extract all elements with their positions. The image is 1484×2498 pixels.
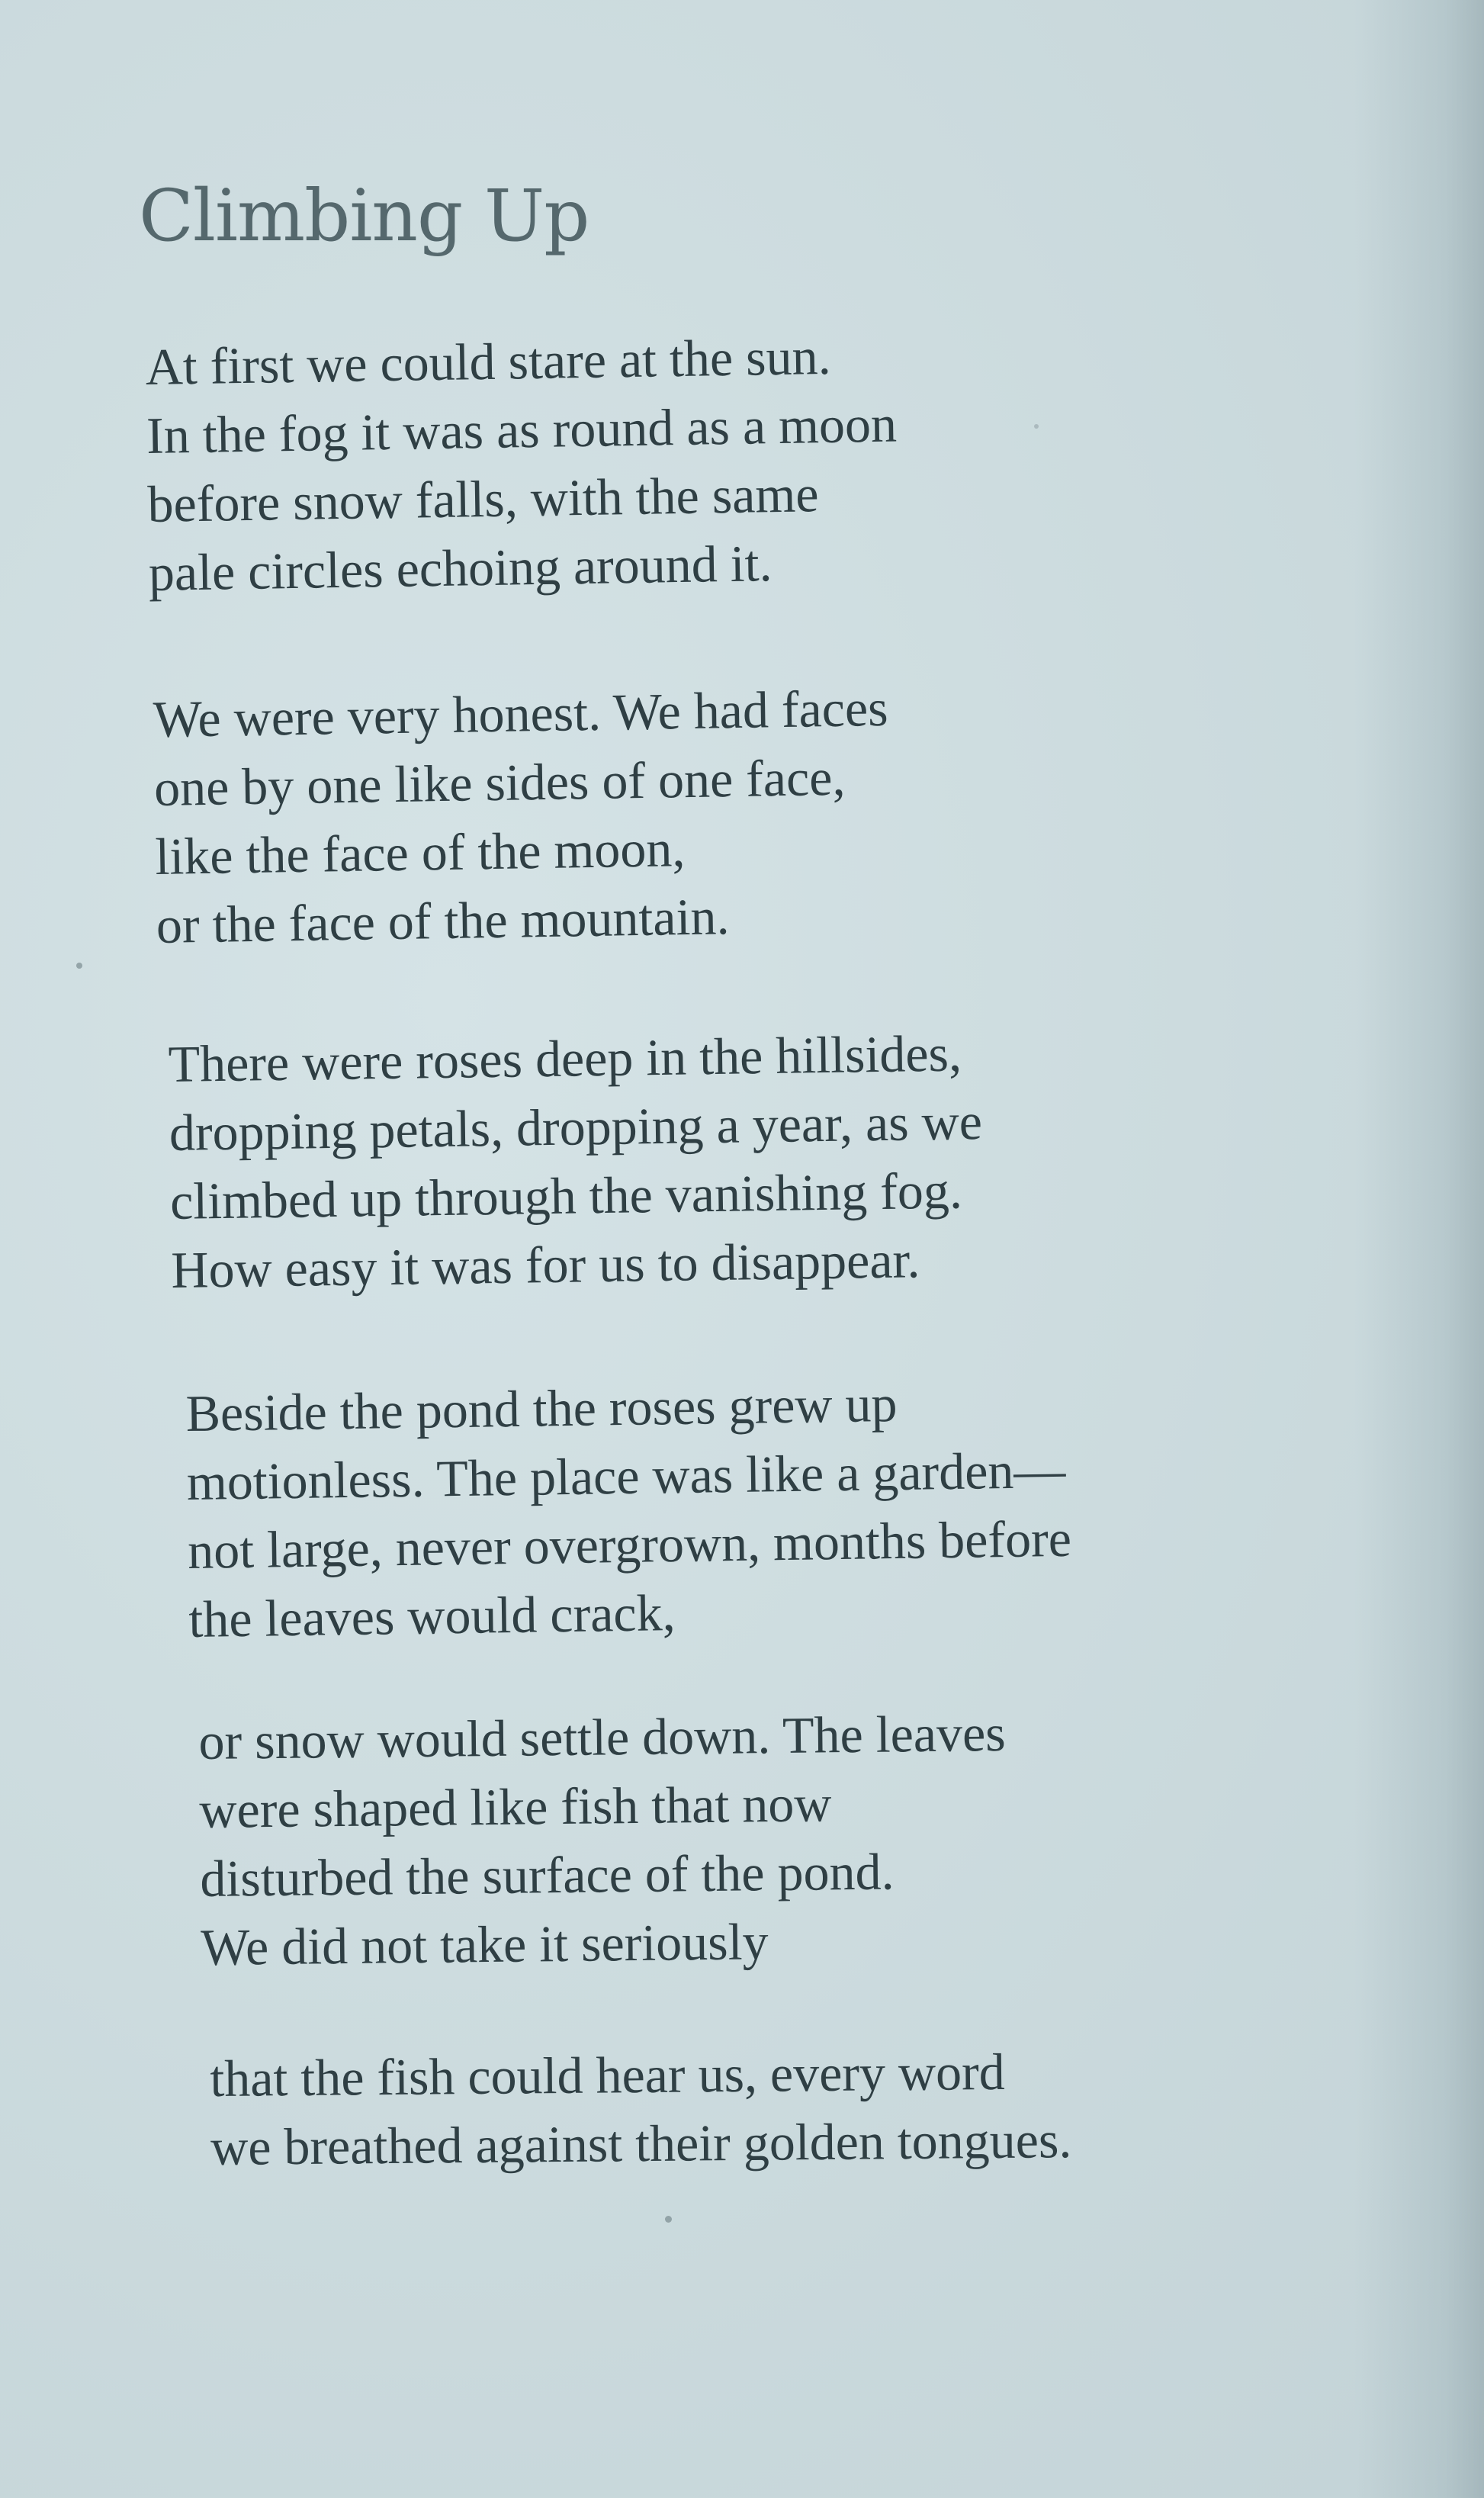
page-spine-shadow — [1354, 0, 1484, 2498]
paper-speck — [76, 963, 82, 969]
poem-line: There were roses deep in the hillsides, — [168, 1024, 962, 1093]
stanza-2 — [153, 674, 891, 960]
poem-line: climbed up through the vanishing fog. — [169, 1161, 963, 1230]
poem-line: the leaves would crack, — [188, 1583, 676, 1648]
poem-line: pale circles echoing around it. — [148, 534, 773, 602]
poem-line: At first we could stare at the sun. — [145, 326, 832, 396]
poem-line: How easy it was for us to disappear. — [170, 1230, 920, 1299]
poem-line: or snow would settle down. The leaves — [198, 1703, 1007, 1770]
stanza-3 — [168, 1018, 985, 1304]
poem-line: we breathed against their golden tongues. — [210, 2111, 1072, 2176]
poem-line: one by one like sides of one face, — [153, 747, 846, 817]
poem-line: motionless. The place was like a garden— — [186, 1440, 1066, 1511]
poem-line: like the face of the moon, — [154, 819, 686, 886]
poem-line: were shaped like fish that now — [199, 1774, 832, 1839]
poem-line: that the fish could hear us, every word — [210, 2042, 1006, 2107]
poem-line: dropping petals, dropping a year, as we — [169, 1092, 983, 1162]
poem-line: disturbed the surface of the pond. — [199, 1842, 895, 1908]
paper-speck — [1034, 424, 1039, 429]
stanza-6 — [210, 2037, 1072, 2181]
poem-line: or the face of the mountain. — [156, 887, 730, 954]
poem-title: Climbing Up — [139, 175, 589, 258]
stanza-4 — [185, 1367, 1073, 1654]
poem-line: Beside the pond the roses grew up — [185, 1374, 898, 1442]
poem-line: not large, never overgrown, months before — [187, 1509, 1072, 1580]
poem-line: We did not take it seriously — [200, 1912, 769, 1976]
poem-line: before snow falls, with the same — [146, 465, 820, 533]
stanza-1 — [145, 321, 899, 607]
poem-line: We were very honest. We had faces — [153, 678, 889, 748]
poem-line: In the fog it was as round as a moon — [146, 394, 898, 465]
stanza-5 — [198, 1699, 1008, 1982]
paper-speck — [665, 2216, 672, 2223]
